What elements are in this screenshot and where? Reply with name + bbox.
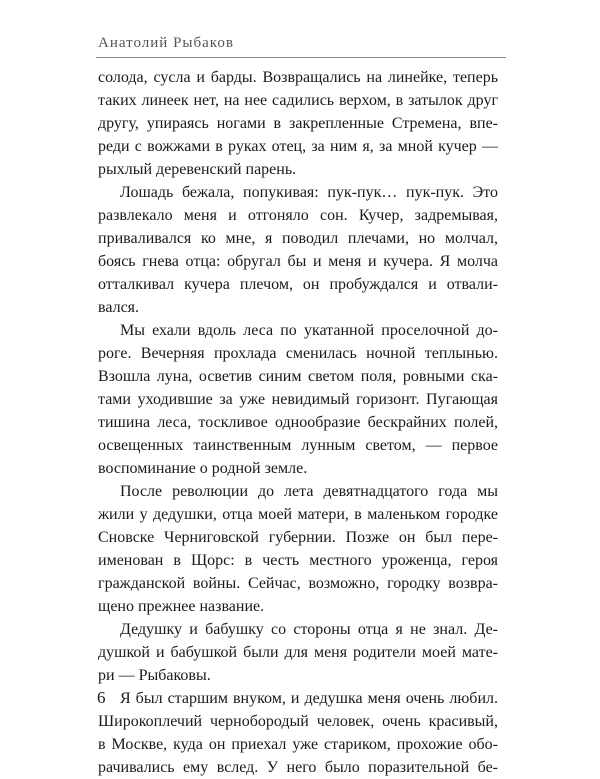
text-line: солода, сусла и барды. Возвращались на линейке, теперь <box>98 69 498 86</box>
paragraph <box>98 618 498 687</box>
page-number: 6 <box>97 688 106 707</box>
running-head: Анатолий Рыбаков <box>98 35 234 51</box>
text-line: Взошла луна, осветив синим светом поля, ровными ска- <box>98 368 498 385</box>
text-line: ри — Рыбаковы. <box>98 667 211 684</box>
text-line: После революции до лета девятнадцатого года мы <box>120 483 498 500</box>
text-line: Широкоплечий чернобородый человек, очень красивый, <box>98 713 498 730</box>
text-line: тишина леса, тоскливое однообразие бескрайних полей, <box>98 414 498 431</box>
text-line: вался. <box>98 299 140 316</box>
text-line: Мы ехали вдоль леса по укатанной проселочной до- <box>120 322 498 339</box>
paragraph <box>98 480 498 618</box>
text-line: именован в Щорс: в честь местного уроженца, героя <box>98 552 498 569</box>
paragraph <box>98 181 498 319</box>
text-line: Я был старшим внуком, и дедушка меня очень любил. <box>120 690 498 707</box>
paragraph <box>98 66 498 181</box>
text-line: щено прежнее название. <box>98 598 265 615</box>
text-line: тами уходившие за уже невидимый горизонт. Пугающая <box>98 391 498 408</box>
text-line: гражданской войны. Сейчас, возможно, городку возвра- <box>98 575 498 592</box>
text-line: Сновске Черниговской губернии. Позже он был пере- <box>98 529 498 546</box>
text-line: в Москве, куда он приехал уже стариком, прохожие обо- <box>98 736 498 753</box>
text-line: жили у дедушки, отца моей матери, в маленьком городке <box>98 506 498 523</box>
paragraph <box>98 687 498 779</box>
text-line: Дедушку и бабушку со стороны отца я не знал. Де- <box>120 621 498 638</box>
text-line: отталкивал кучера плечом, он пробуждался и отвали- <box>98 276 498 293</box>
text-line: рачивались ему вслед. У него было поразительной бе- <box>98 759 498 776</box>
text-line: приваливался ко мне, я поводил плечами, но молчал, <box>98 230 498 247</box>
text-line: развлекало меня и отгоняло сон. Кучер, задремывая, <box>98 207 498 224</box>
text-line: воспоминание о родной земле. <box>98 460 308 477</box>
text-line: таких линеек нет, на нее садились верхом, в затылок друг <box>98 92 498 109</box>
text-line: роге. Вечерняя прохлада сменилась ночной теплынью. <box>98 345 498 362</box>
text-line: душкой и бабушкой были для меня родители моей мате- <box>98 644 498 661</box>
text-line: рыхлый деревенский парень. <box>98 161 297 178</box>
text-line: боясь гнева отца: обругал бы и меня и кучера. Я молча <box>98 253 498 270</box>
paragraph <box>98 319 498 480</box>
header-rule <box>96 57 506 58</box>
text-line: Лошадь бежала, попукивая: пук-пук… пук-пук. Это <box>120 184 498 201</box>
text-line: реди с вожжами в руках отец, за ним я, за мной кучер — <box>98 138 498 155</box>
body-text <box>98 66 498 779</box>
text-line: другу, упираясь ногами в закрепленные Стремена, впе- <box>98 115 498 132</box>
text-line: освещенных таинственным лунным светом, — первое <box>98 437 498 454</box>
